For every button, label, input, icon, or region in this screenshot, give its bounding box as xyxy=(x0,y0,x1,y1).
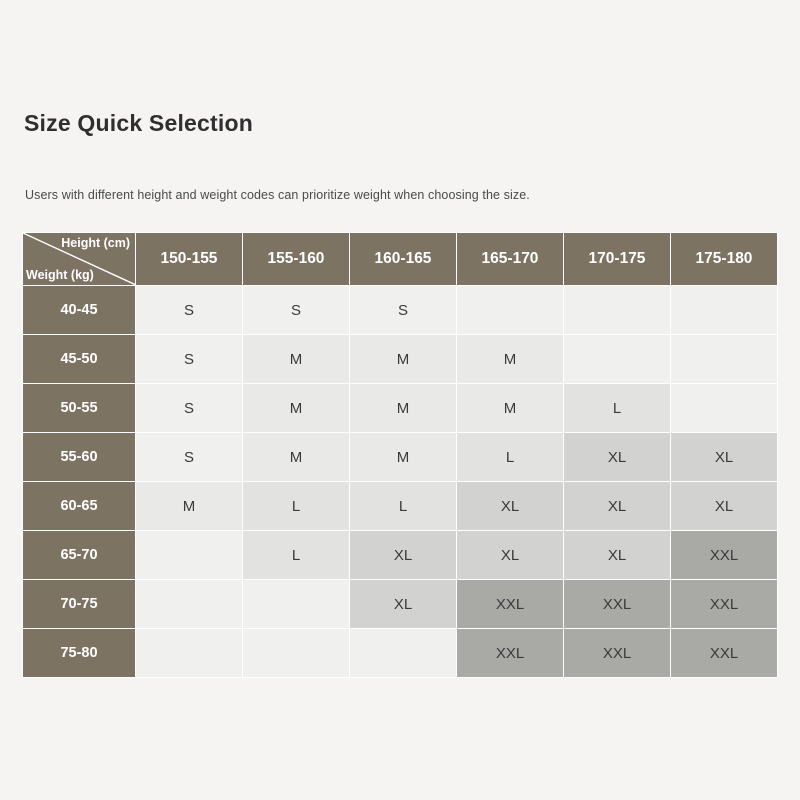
size-cell: S xyxy=(136,335,243,384)
size-cell-empty xyxy=(243,629,350,678)
height-header-cell: 160-165 xyxy=(350,233,457,286)
size-cell: XXL xyxy=(671,629,778,678)
size-cell: M xyxy=(350,335,457,384)
size-cell: XXL xyxy=(671,531,778,580)
size-cell-empty xyxy=(350,629,457,678)
size-cell: XL xyxy=(457,482,564,531)
size-cell: L xyxy=(564,384,671,433)
size-cell: XXL xyxy=(671,580,778,629)
size-cell: L xyxy=(457,433,564,482)
size-cell: S xyxy=(243,286,350,335)
size-cell-empty xyxy=(671,286,778,335)
size-cell: XXL xyxy=(457,629,564,678)
table-row xyxy=(23,286,778,335)
height-header-cell: 175-180 xyxy=(671,233,778,286)
size-cell: M xyxy=(350,433,457,482)
size-cell: S xyxy=(136,286,243,335)
size-cell-empty xyxy=(564,286,671,335)
size-cell: XXL xyxy=(564,580,671,629)
size-cell: XL xyxy=(564,531,671,580)
table-row xyxy=(23,580,778,629)
size-cell: S xyxy=(350,286,457,335)
size-cell-empty xyxy=(136,629,243,678)
size-cell: M xyxy=(350,384,457,433)
size-cell-empty xyxy=(136,580,243,629)
size-table-container xyxy=(22,232,778,678)
weight-header-cell: 60-65 xyxy=(23,482,136,531)
weight-header-cell: 55-60 xyxy=(23,433,136,482)
size-cell: L xyxy=(243,531,350,580)
weight-header-cell: 70-75 xyxy=(23,580,136,629)
size-cell-empty xyxy=(671,335,778,384)
table-row xyxy=(23,531,778,580)
size-cell: XL xyxy=(671,433,778,482)
weight-header-cell: 50-55 xyxy=(23,384,136,433)
size-cell: L xyxy=(243,482,350,531)
size-cell: M xyxy=(243,433,350,482)
size-cell: XL xyxy=(671,482,778,531)
page-subtitle: Users with different height and weight codes can prioritize weight when choosing the size. xyxy=(25,188,530,202)
size-cell-empty xyxy=(564,335,671,384)
size-cell: XL xyxy=(564,482,671,531)
axis-label-weight: Weight (kg) xyxy=(26,268,94,282)
size-cell-empty xyxy=(136,531,243,580)
size-cell: XL xyxy=(350,531,457,580)
page-title: Size Quick Selection xyxy=(24,110,253,136)
size-cell: M xyxy=(457,384,564,433)
weight-header-cell: 75-80 xyxy=(23,629,136,678)
size-cell: M xyxy=(457,335,564,384)
table-row xyxy=(23,629,778,678)
height-header-cell: 150-155 xyxy=(136,233,243,286)
size-cell: M xyxy=(243,335,350,384)
size-cell: M xyxy=(243,384,350,433)
height-header-cell: 165-170 xyxy=(457,233,564,286)
axis-label-height: Height (cm) xyxy=(61,236,130,250)
weight-header-cell: 45-50 xyxy=(23,335,136,384)
axis-corner-cell xyxy=(23,233,136,286)
height-header-cell: 155-160 xyxy=(243,233,350,286)
size-cell: XL xyxy=(350,580,457,629)
size-cell: L xyxy=(350,482,457,531)
table-row xyxy=(23,335,778,384)
height-header-cell: 170-175 xyxy=(564,233,671,286)
size-cell: M xyxy=(136,482,243,531)
table-row xyxy=(23,482,778,531)
size-cell: XXL xyxy=(564,629,671,678)
size-cell-empty xyxy=(671,384,778,433)
weight-header-cell: 65-70 xyxy=(23,531,136,580)
size-table xyxy=(22,232,778,678)
size-cell: XL xyxy=(564,433,671,482)
size-cell: XXL xyxy=(457,580,564,629)
table-header-row xyxy=(23,233,778,286)
size-cell: XL xyxy=(457,531,564,580)
table-row xyxy=(23,384,778,433)
size-cell-empty xyxy=(243,580,350,629)
size-cell: S xyxy=(136,433,243,482)
size-cell: S xyxy=(136,384,243,433)
size-cell-empty xyxy=(457,286,564,335)
table-row xyxy=(23,433,778,482)
weight-header-cell: 40-45 xyxy=(23,286,136,335)
